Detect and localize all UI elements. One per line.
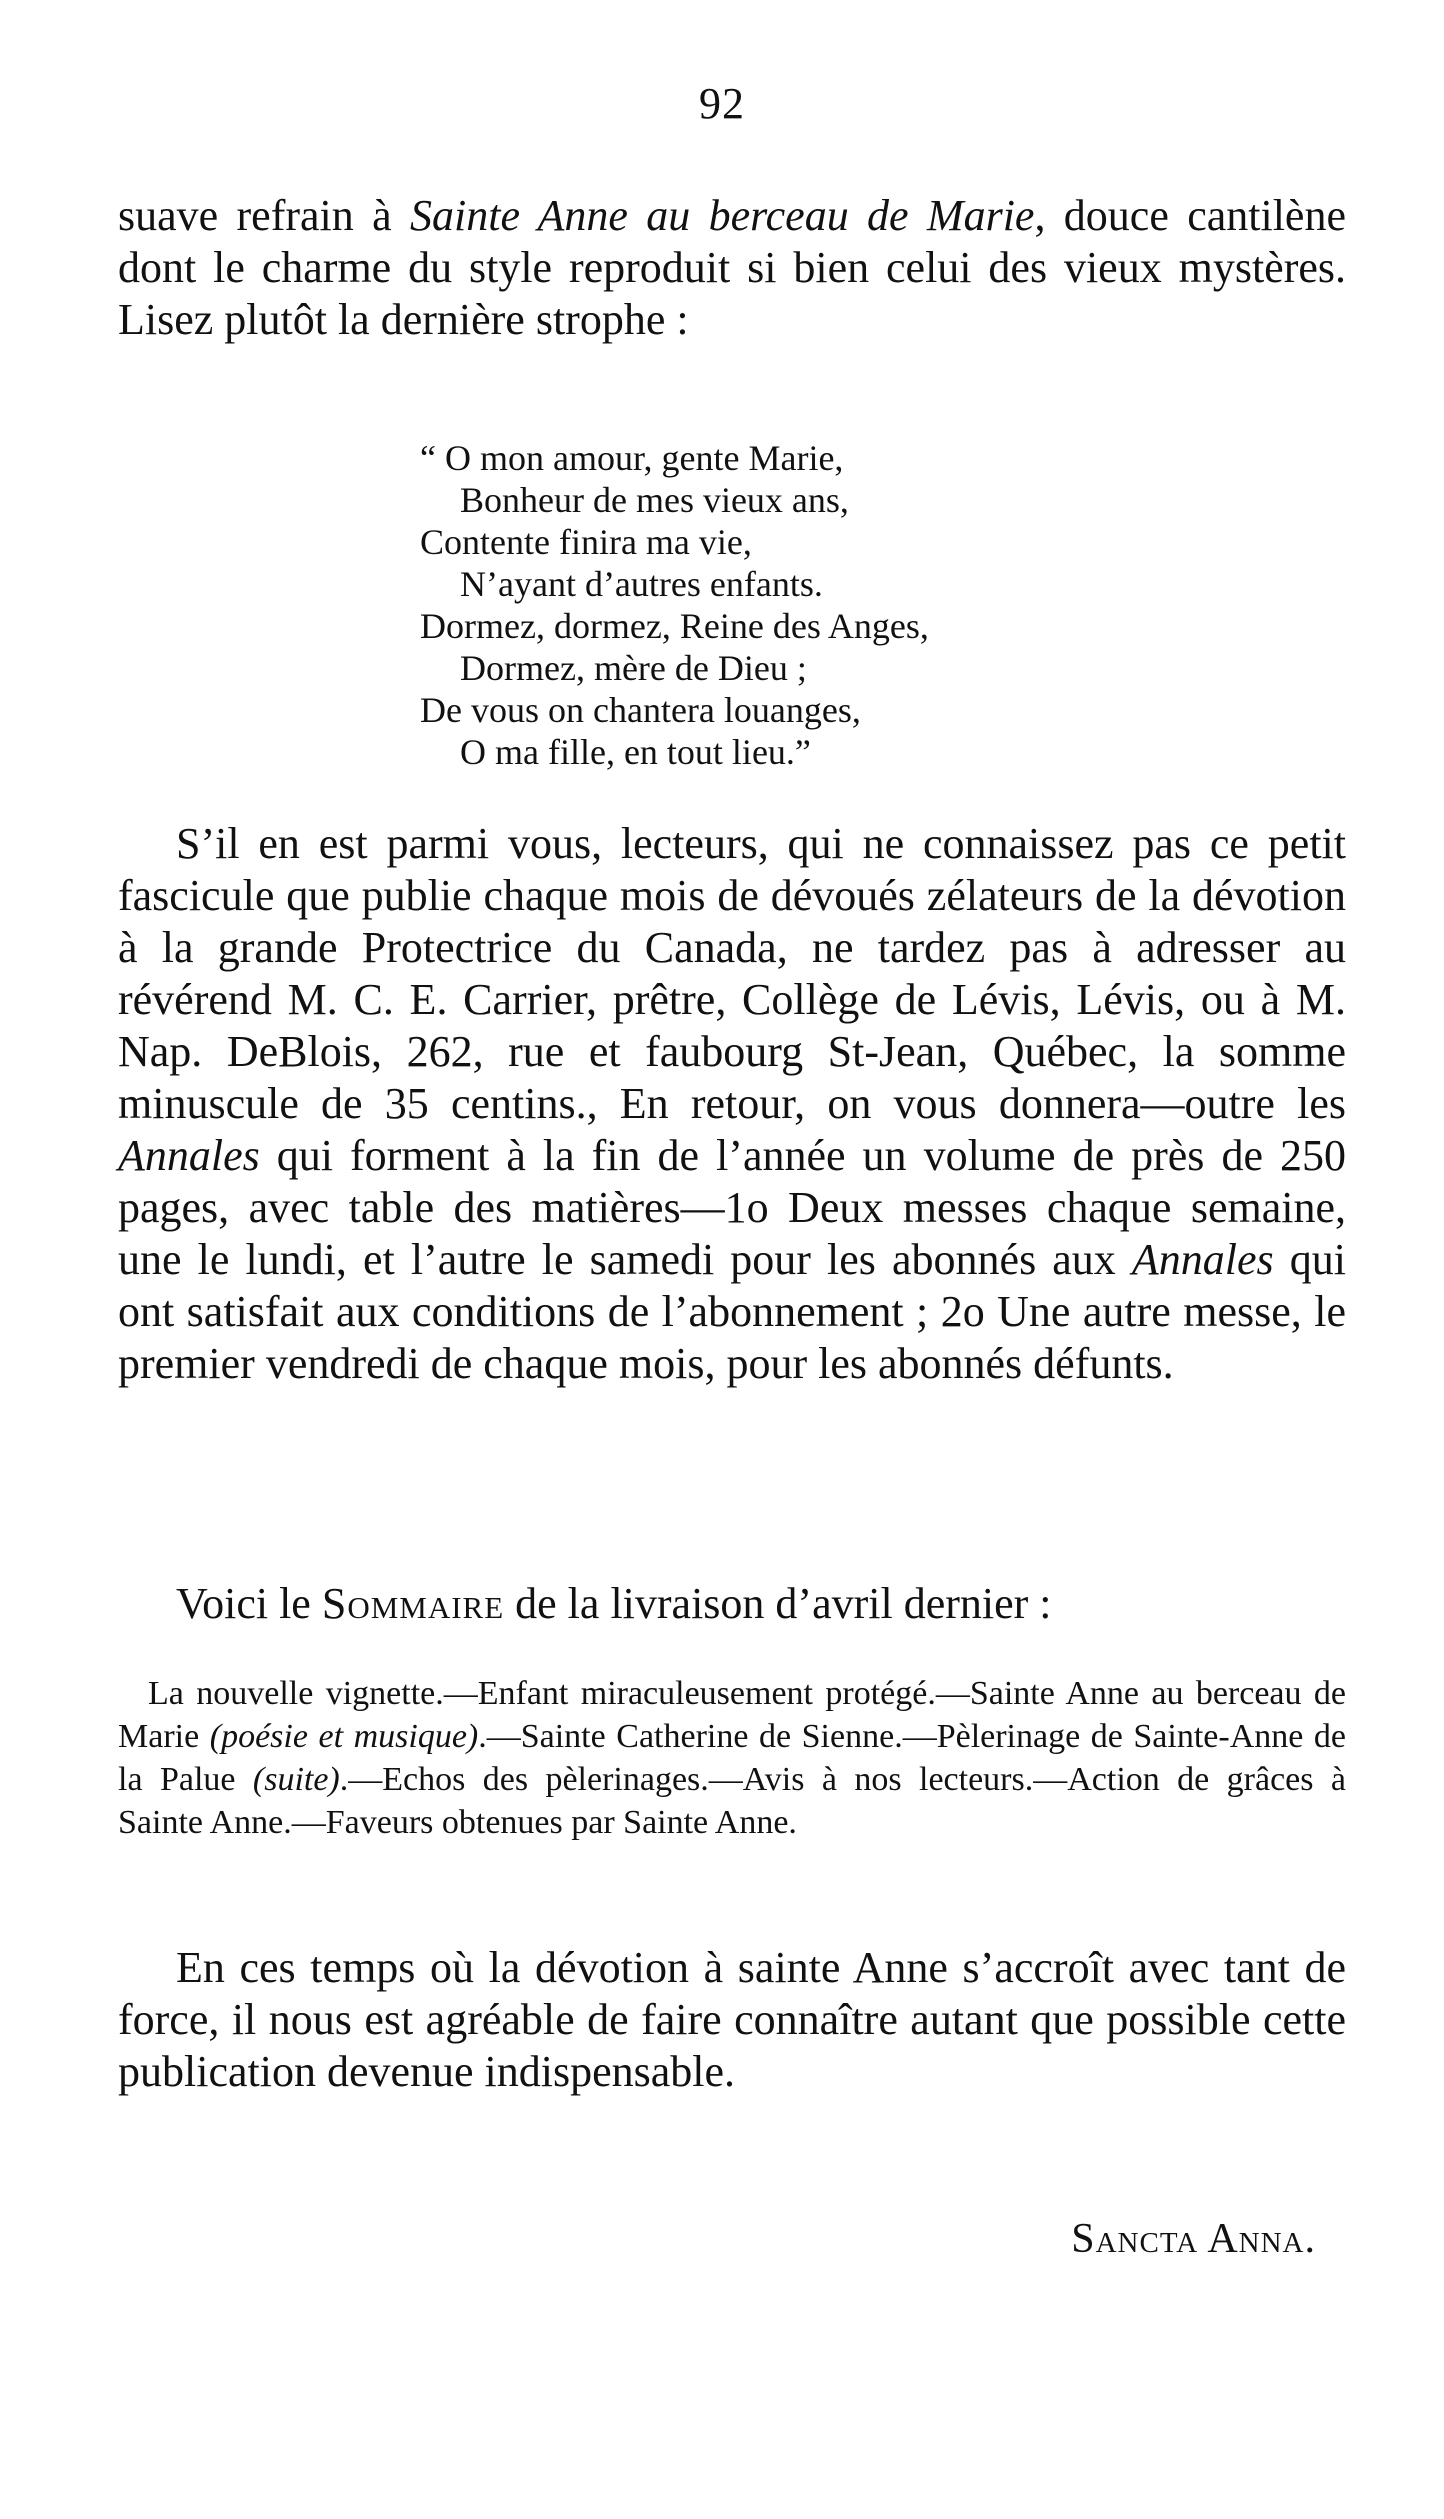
page-number: 92: [699, 79, 745, 128]
poem-line: N’ayant d’autres enfants.: [460, 564, 823, 604]
paragraph-summary-intro: [118, 1578, 1346, 1630]
summary-intro-text-1: Voici le: [176, 1579, 322, 1628]
summary-text-3: .—Echos des pèlerinages.—Avis à nos lecteurs.—Action de grâces à Sainte Anne.—Faveurs obtenues par Sainte Anne.: [118, 1761, 1346, 1841]
paragraph-intro: [118, 190, 1346, 346]
poem-line: Contente finira ma vie,: [420, 522, 752, 562]
paragraph-closing: En ces temps où la dévotion à sainte Anne s’accroît avec tant de force, il nous est agréable de faire connaître autant que possible cette publication devenue indispensable.: [118, 1943, 1346, 2096]
summary-note: (suite): [252, 1761, 340, 1798]
summary-intro-text-2: de la livraison d’avril dernier :: [504, 1579, 1052, 1628]
poem-line: O ma fille, en tout lieu.”: [460, 732, 811, 772]
poem-stanza: [420, 437, 1240, 773]
paragraph-subscription-text-3: qui ont satisfait aux conditions de l’abonnement ; 2o Une autre messe, le premier vendredi de chaque mois, pour les abonnés défunts.: [118, 1235, 1346, 1388]
summary-text-2: .—Sainte Catherine de Sienne.—Pèlerinage de Sainte-Anne de la Palue: [118, 1718, 1346, 1798]
summary-heading: Sommaire: [321, 1579, 505, 1628]
poem-line: De vous on chantera louanges,: [420, 690, 861, 730]
paragraph-subscription-text-1: S’il en est parmi vous, lecteurs, qui ne connaissez pas ce petit fascicule que publie chaque mois de dévoués zélateurs de la dévotion à la grande Protectrice du Canada, ne tardez pas à adresser au révérend M. C. E. Carrier, prêtre, Collège de Lévis, Lévis, ou à M. Nap. DeBlois, 262, rue et faubourg St-Jean, Québec, la somme minuscule de 35 centins., En retour, on vous donnera—outre les: [118, 819, 1346, 1128]
paragraph-intro-text-1: suave refrain à: [118, 191, 410, 240]
summary-text-1: La nouvelle vignette.—Enfant miraculeusement protégé.—Sainte Anne au berceau de Marie: [118, 1675, 1346, 1755]
poem-line: “ O mon amour, gente Marie,: [420, 438, 844, 478]
poem-title: Sainte Anne au berceau de Marie: [410, 191, 1035, 240]
poem-line: Bonheur de mes vieux ans,: [460, 480, 849, 520]
annales-title: Annales: [1131, 1235, 1274, 1284]
summary-contents: [118, 1672, 1346, 1844]
poem-line: Dormez, dormez, Reine des Anges,: [420, 606, 929, 646]
summary-note: (poésie et musique): [209, 1718, 479, 1755]
paragraph-subscription: [118, 818, 1346, 1390]
paragraph-intro-text-2: , douce cantilène dont le charme du style reproduit si bien celui des vieux mystères. Lisez plutôt la dernière strophe :: [118, 191, 1346, 344]
poem-line: Dormez, mère de Dieu ;: [460, 648, 807, 688]
annales-title: Annales: [118, 1131, 260, 1180]
signature: Sancta Anna.: [1071, 2216, 1316, 2262]
paragraph-subscription-text-2: qui forment à la fin de l’année un volume de près de 250 pages, avec table des matières—1o Deux messes chaque semaine, une le lundi, et l’autre le samedi pour les abonnés aux: [118, 1131, 1346, 1284]
